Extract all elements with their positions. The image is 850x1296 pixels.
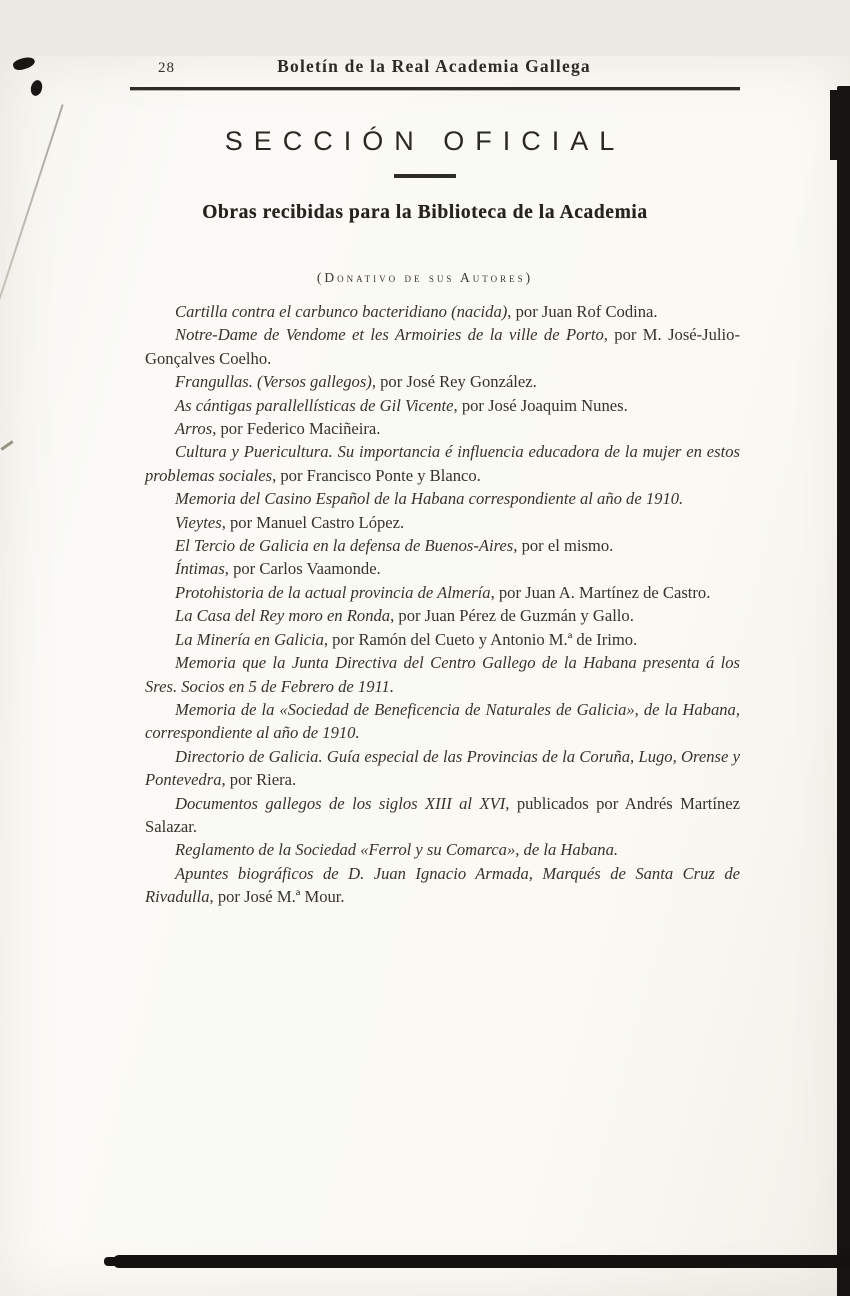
book-entry <box>145 651 740 698</box>
scan-smudge <box>0 440 13 450</box>
entry-title: La Casa del Rey moro en Ronda <box>175 606 391 626</box>
book-entry <box>145 628 740 651</box>
book-entry <box>145 300 740 323</box>
entry-title: La Minería en Galicia <box>175 629 324 649</box>
entry-title: Documentos gallegos de los siglos XIII al XVI <box>175 793 506 813</box>
entry-authors: , por Juan Rof Codina. <box>507 302 658 321</box>
donation-note: (Donativo de sus Autores) <box>316 270 534 285</box>
book-entry <box>145 511 740 534</box>
entry-title: Notre-Dame de Vendome et les Armoiries de la ville de Porto <box>175 325 604 345</box>
entry-title: Cultura y Puericultura. Su importancia é influencia educadora de la mujer en estos problemas sociales <box>145 442 740 485</box>
entry-authors: , por Riera. <box>221 770 297 790</box>
entry-authors: , por M. José-Julio-Gonçalves Coelho. <box>145 325 740 368</box>
entry-title: Apuntes biográficos de D. Juan Ignacio Armada, Marqués de Santa Cruz de Rivadulla <box>145 863 740 907</box>
entry-title: Memoria del Casino Español de la Habana correspondiente al año de 1910. <box>175 489 684 509</box>
journal-title: Boletín de la Real Academia Gallega <box>277 56 591 76</box>
scan-artifact-bottom-nub <box>104 1257 118 1266</box>
entry-authors: , por Juan Pérez de Guzmán y Gallo. <box>390 606 634 626</box>
book-entry <box>145 394 740 417</box>
book-entry <box>145 862 740 909</box>
entry-authors: , por José Rey González. <box>371 372 537 392</box>
subtitle: Obras recibidas para la Biblioteca de la Academia <box>202 202 648 223</box>
entry-title: Memoria de la «Sociedad de Beneficencia de Naturales de Galicia», de la Habana, correspondiente al año de 1910. <box>145 699 740 743</box>
header-rule <box>130 87 740 90</box>
entry-title: Cartilla contra el carbunco bacteridiano (nacida) <box>175 302 508 321</box>
entry-title: Vieytes <box>175 512 222 532</box>
entry-authors: , por Francisco Ponte y Blanco. <box>272 465 481 485</box>
book-entry <box>145 604 740 627</box>
scan-artifact-bottom-bar <box>113 1255 850 1268</box>
entry-authors: , por Carlos Vaamonde. <box>224 559 381 579</box>
scan-ink-speck <box>29 79 44 97</box>
book-entry <box>145 838 740 861</box>
book-entry <box>145 534 740 557</box>
book-entry <box>145 323 740 370</box>
book-entry <box>145 440 740 487</box>
book-entry <box>145 581 740 604</box>
book-entry <box>145 698 740 745</box>
scan-ink-speck <box>12 55 36 72</box>
entry-title: Íntimas <box>175 559 225 579</box>
entry-authors: , por el mismo. <box>513 536 614 556</box>
entry-title: As cántigas parallellísticas de Gil Vicente <box>175 395 454 415</box>
book-entry <box>145 487 740 510</box>
entry-authors: , por José M.ª Mour. <box>209 887 345 907</box>
section-title: SECCIÓN OFICIAL <box>224 126 626 156</box>
entry-title: Reglamento de la Sociedad «Ferrol y su Comarca», de la Habana. <box>175 840 619 860</box>
page-number: 28 <box>158 60 175 76</box>
page-header <box>130 56 738 80</box>
entry-authors: , por Federico Maciñeira. <box>212 419 381 439</box>
entry-title: Arros <box>175 419 213 439</box>
entries-list <box>145 300 740 909</box>
entry-title: El Tercio de Galicia en la defensa de Buenos-Aires <box>175 536 514 556</box>
entry-title: Directorio de Galicia. Guía especial de las Provincias de la Coruña, Lugo, Orense y Pontevedra <box>145 746 740 790</box>
book-entry <box>145 792 740 839</box>
entry-authors: , por Manuel Castro López. <box>221 512 405 532</box>
entry-title: Protohistoria de la actual provincia de Almería <box>175 582 491 602</box>
entry-title: Frangullas. (Versos gallegos) <box>175 372 372 392</box>
book-entry <box>145 557 740 580</box>
scan-artifact-right-edge <box>837 86 850 1296</box>
scan-artifact-top-right <box>830 90 844 160</box>
title-rule <box>394 174 456 178</box>
book-entry <box>145 370 740 393</box>
scanned-page <box>0 56 850 1296</box>
entry-authors: , por Ramón del Cueto y Antonio M.ª de Irimo. <box>323 629 638 649</box>
book-entry <box>145 745 740 792</box>
entry-authors: , publicados por Andrés Martínez Salazar. <box>145 793 740 836</box>
entry-authors: , por Juan A. Martínez de Castro. <box>490 582 711 602</box>
entry-title: Memoria que la Junta Directiva del Centro Gallego de la Habana presenta á los Sres. Socios en 5 de Febrero de 1911. <box>145 653 740 696</box>
book-entry <box>145 417 740 440</box>
entry-authors: , por José Joaquim Nunes. <box>453 395 628 415</box>
